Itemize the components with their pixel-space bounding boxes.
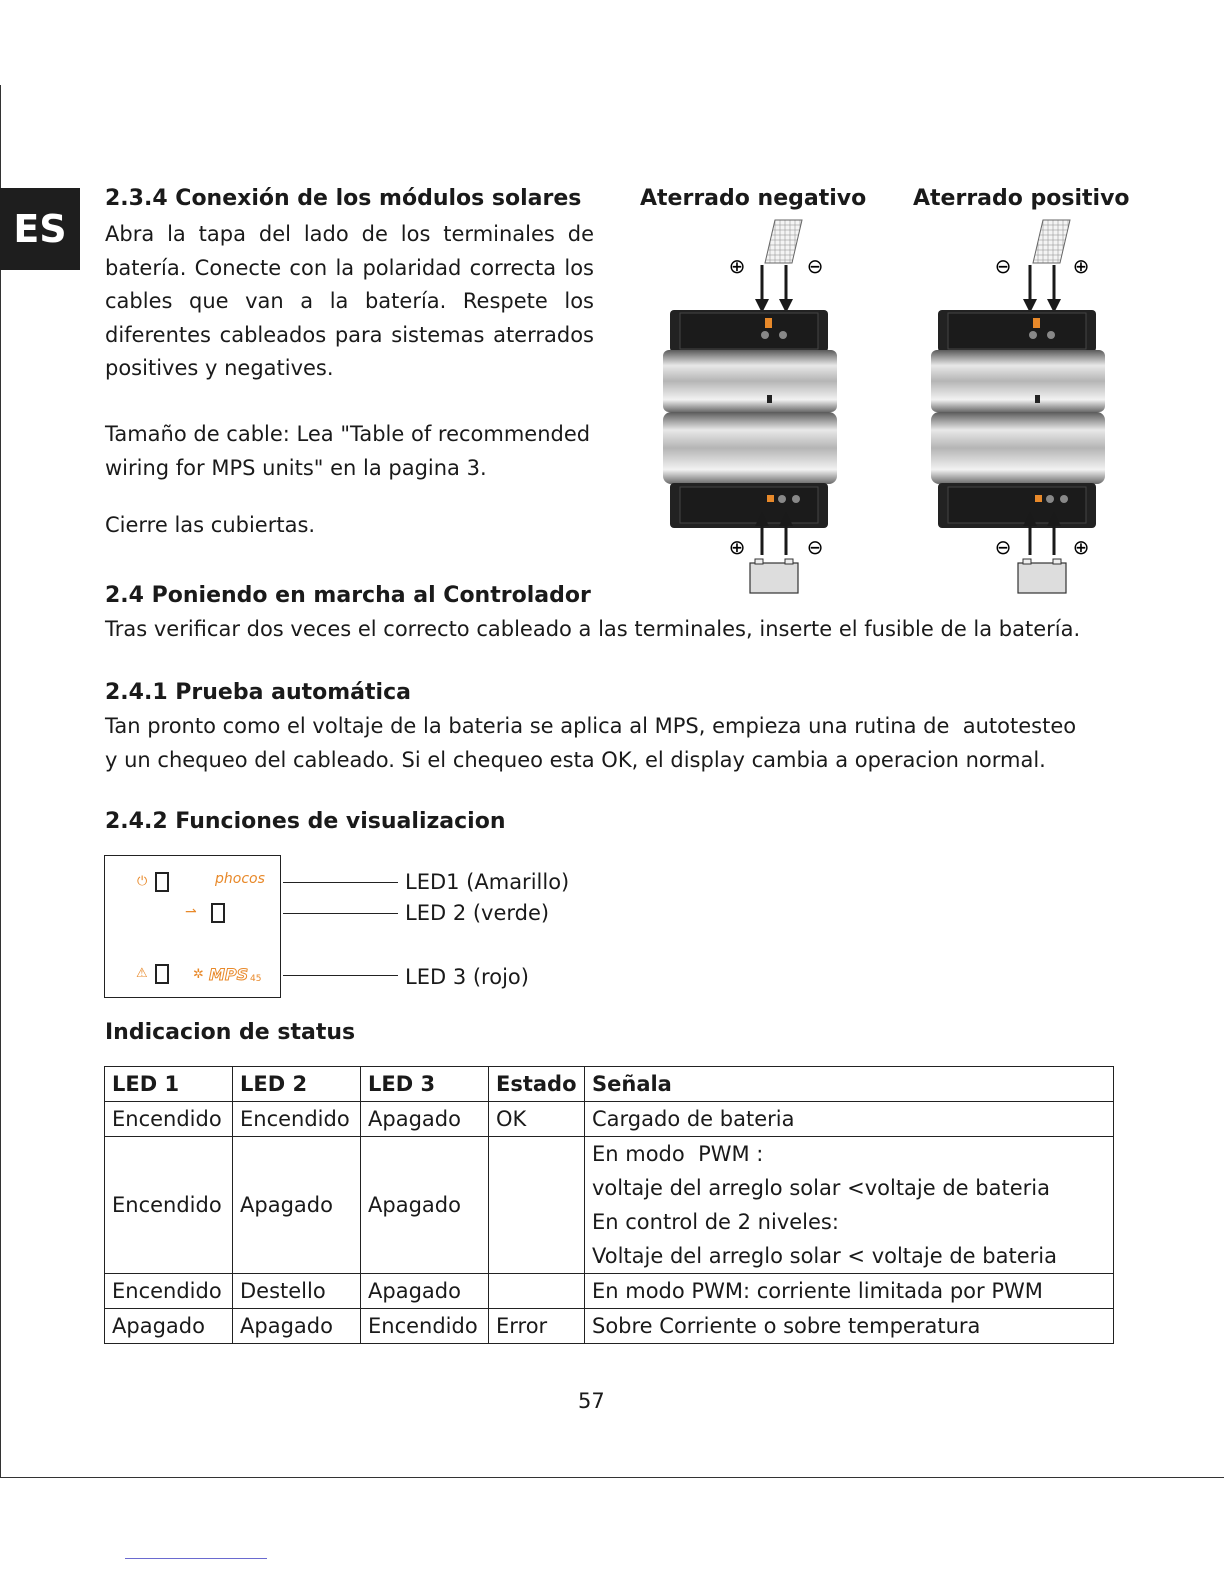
terminal-minus-icon: ⊖ <box>806 254 824 278</box>
solar-panel-icon <box>1033 220 1070 263</box>
table-cell: Apagado <box>105 1309 233 1344</box>
table-cell: En modo PWM: corriente limitada por PWM <box>585 1274 1114 1309</box>
table-row <box>105 1102 1114 1137</box>
table-cell-line: En modo PWM : <box>592 1142 764 1166</box>
table-row <box>105 1309 1114 1344</box>
terminal-minus-icon: ⊖ <box>994 535 1012 559</box>
controller-unit-icon <box>663 310 837 528</box>
table-cell-line: En control de 2 niveles: <box>592 1210 839 1234</box>
terminal-minus-icon: ⊖ <box>994 254 1012 278</box>
terminal-plus-icon: ⊕ <box>728 254 746 278</box>
section-234-line-3: cables que van a la batería. Respete los <box>105 289 594 313</box>
table-cell: Destello <box>233 1274 361 1309</box>
table-row <box>105 1137 1114 1274</box>
terminal-plus-icon: ⊕ <box>728 535 746 559</box>
section-24-text: Tras verificar dos veces el correcto cableado a las terminales, inserte el fusible de la batería. <box>105 617 1081 641</box>
language-tab: ES <box>0 188 80 270</box>
diagram-negative-title: Aterrado negativo <box>640 186 867 211</box>
led-3-leader-line <box>283 975 398 976</box>
status-heading: Indicacion de status <box>105 1020 356 1045</box>
page-frame-bottom-line <box>0 1477 1224 1478</box>
table-cell <box>489 1137 585 1274</box>
table-cell: Apagado <box>361 1137 489 1274</box>
close-covers-text: Cierre las cubiertas. <box>105 513 316 537</box>
section-242-heading: 2.4.2 Funciones de visualizacion <box>105 809 506 834</box>
led-3-label: LED 3 (rojo) <box>405 965 529 989</box>
power-icon: ⏻ <box>137 874 148 889</box>
column-header: Estado <box>489 1067 585 1102</box>
table-cell-line: Voltaje del arreglo solar < voltaje de bateria <box>592 1244 1057 1268</box>
table-cell: Apagado <box>361 1102 489 1137</box>
table-cell: Encendido <box>105 1274 233 1309</box>
table-cell: Encendido <box>105 1137 233 1274</box>
bottom-divider-line <box>125 1558 267 1559</box>
section-241-body <box>105 710 1076 777</box>
section-234-line-2: batería. Conecte con la polaridad correcta los <box>105 255 594 280</box>
column-header: LED 2 <box>233 1067 361 1102</box>
warning-icon: ⚠ <box>136 966 148 981</box>
led-1-leader-line <box>283 882 398 883</box>
table-cell: OK <box>489 1102 585 1137</box>
diagram-positive-ground <box>923 215 1113 600</box>
cable-size-line-2: wiring for MPS units" en la pagina 3. <box>105 455 487 480</box>
table-cell <box>585 1137 1114 1274</box>
led-1-indicator <box>155 872 169 892</box>
table-cell: Encendido <box>105 1102 233 1137</box>
terminal-minus-icon: ⊖ <box>806 535 824 559</box>
panel-model-suffix: 45 <box>250 974 262 984</box>
terminal-plus-icon: ⊕ <box>1072 254 1090 278</box>
diagram-positive-title: Aterrado positivo <box>913 186 1130 211</box>
battery-icon <box>750 559 798 593</box>
table-cell: Apagado <box>233 1309 361 1344</box>
section-241-line-2: y un chequeo del cableado. Si el chequeo esta OK, el display cambia a operacion normal. <box>105 747 1046 772</box>
panel-brand-logo: phocos <box>215 871 265 887</box>
diagram-negative-ground <box>655 215 845 600</box>
table-header-row <box>105 1067 1114 1102</box>
led-2-leader-line <box>283 913 398 914</box>
section-234-body <box>105 218 594 386</box>
table-cell: Cargado de bateria <box>585 1102 1114 1137</box>
table-cell: Apagado <box>233 1137 361 1274</box>
page-frame-left-line <box>0 85 1 1478</box>
cable-size-note <box>105 418 605 485</box>
battery-icon <box>1018 559 1066 593</box>
column-header: LED 3 <box>361 1067 489 1102</box>
table-row <box>105 1274 1114 1309</box>
led-panel <box>104 855 281 998</box>
section-241-line-1: Tan pronto como el voltaje de la bateria se aplica al MPS, empieza una rutina de autotesteo <box>105 714 1077 738</box>
terminal-plus-icon: ⊕ <box>1072 535 1090 559</box>
section-234-heading: 2.3.4 Conexión de los módulos solares <box>105 186 582 211</box>
column-header: Señala <box>585 1067 1114 1102</box>
table-cell <box>489 1274 585 1309</box>
column-header: LED 1 <box>105 1067 233 1102</box>
led-1-label: LED1 (Amarillo) <box>405 870 570 894</box>
led-3-indicator <box>155 964 169 984</box>
charge-icon: ⇀ <box>185 904 197 920</box>
page-number: 57 <box>578 1389 605 1413</box>
controller-unit-icon <box>931 310 1105 528</box>
table-cell: Error <box>489 1309 585 1344</box>
table-cell: Encendido <box>233 1102 361 1137</box>
table-cell: Apagado <box>361 1274 489 1309</box>
table-cell-line: voltaje del arreglo solar <voltaje de bateria <box>592 1176 1050 1200</box>
section-234-line-4: diferentes cableados para sistemas aterrados <box>105 322 594 347</box>
gear-icon: ✲ <box>193 967 204 982</box>
section-234-line-1: Abra la tapa del lado de los terminales de <box>105 222 594 246</box>
led-2-indicator <box>211 903 225 923</box>
cable-size-line-1: Tamaño de cable: Lea "Table of recommended <box>105 422 591 446</box>
section-24-heading: 2.4 Poniendo en marcha al Controlador <box>105 583 591 608</box>
table-cell: Encendido <box>361 1309 489 1344</box>
solar-panel-icon <box>765 220 802 263</box>
table-cell: Sobre Corriente o sobre temperatura <box>585 1309 1114 1344</box>
section-241-heading: 2.4.1 Prueba automática <box>105 680 411 705</box>
section-234-line-5: positives y negatives. <box>105 356 334 380</box>
status-table <box>104 1066 1114 1344</box>
led-2-label: LED 2 (verde) <box>405 901 550 925</box>
panel-model-logo: MPS <box>209 965 249 984</box>
